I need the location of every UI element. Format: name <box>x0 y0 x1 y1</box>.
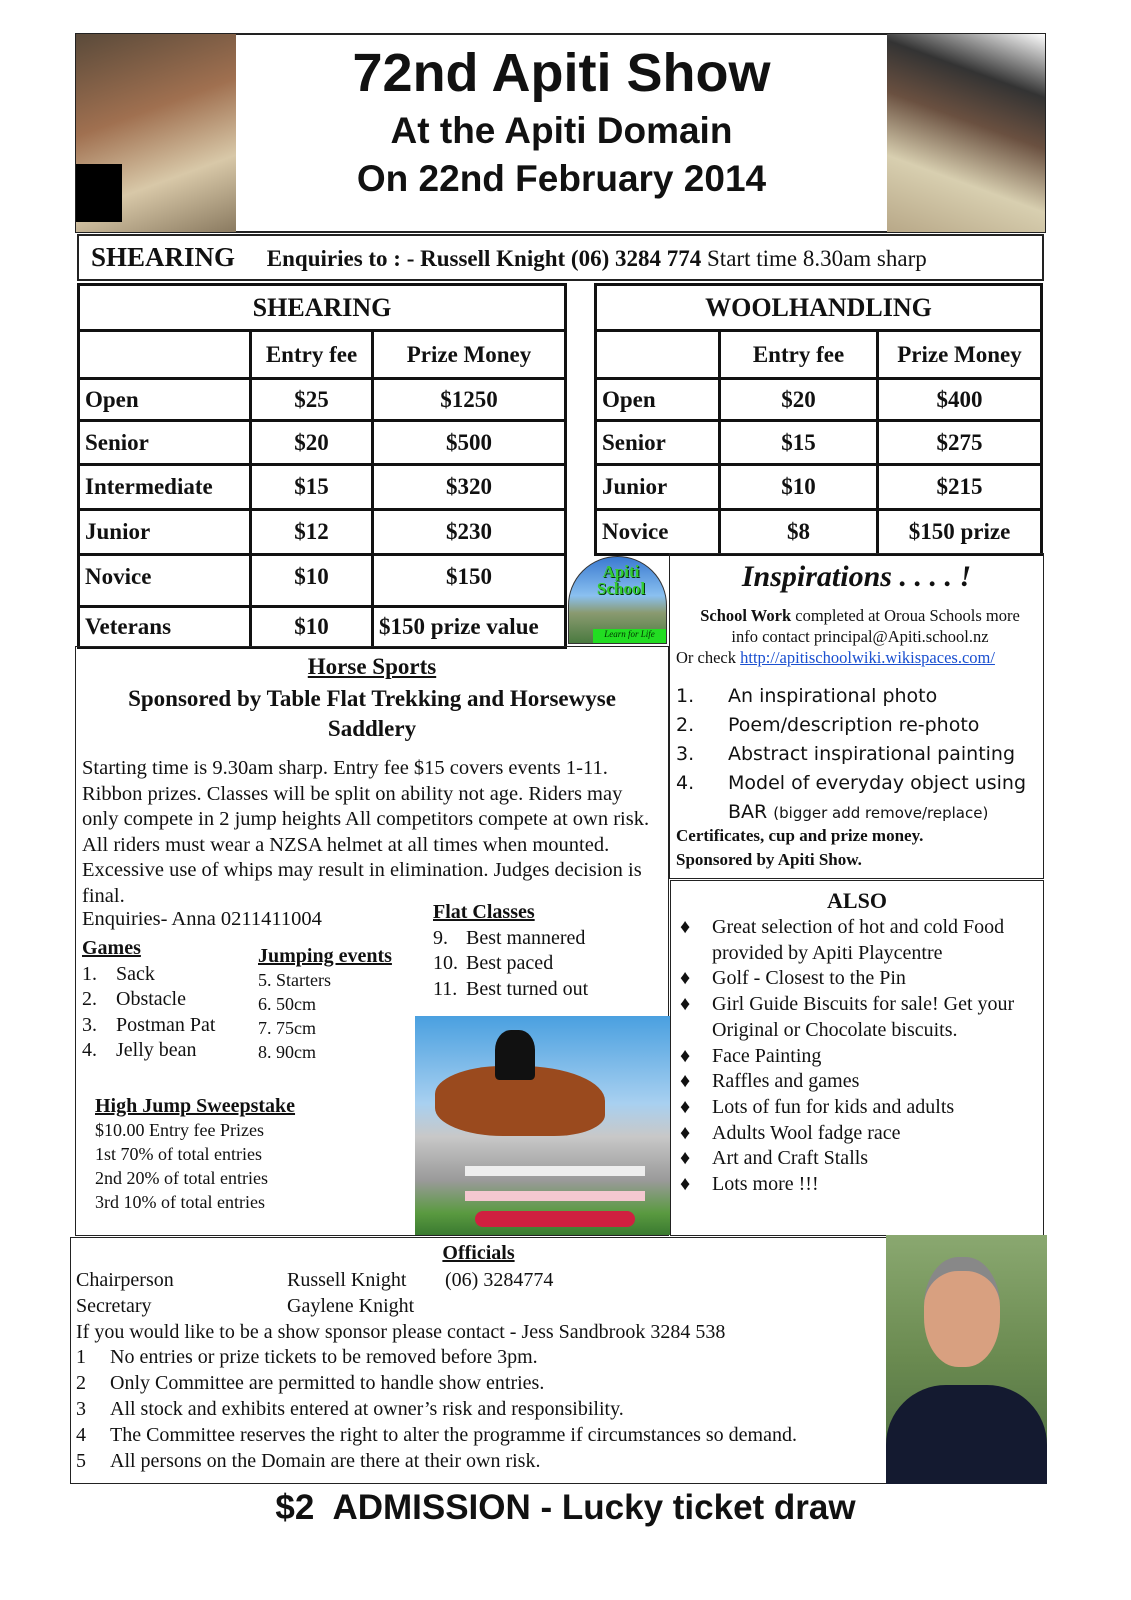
page-title: 72nd Apiti Show <box>352 43 771 103</box>
list-item <box>680 1095 1040 1121</box>
also-title: ALSO <box>827 888 887 913</box>
table-row <box>79 607 566 648</box>
flat-classes-list <box>433 900 588 1002</box>
admission-banner: $2 ADMISSION - Lucky ticket draw <box>275 1488 856 1527</box>
woolhandling-table <box>594 283 1043 556</box>
check-line <box>676 648 995 668</box>
cell: $150 prize value <box>373 607 566 648</box>
cell: Junior <box>79 510 251 555</box>
rule-num: 1 <box>76 1346 86 1369</box>
cell: Intermediate <box>79 465 251 510</box>
list-item <box>433 977 588 1003</box>
list-item: 6. 50cm <box>258 994 316 1014</box>
item-num: 1. <box>676 685 695 707</box>
col-entry-fee: Entry fee <box>251 331 373 379</box>
jumping-list <box>258 944 392 1064</box>
certificates-line: Certificates, cup and prize money. <box>676 826 924 845</box>
sponsored-line: Sponsored by Apiti Show. <box>676 850 862 869</box>
bullet-icon: ♦ <box>680 1095 691 1118</box>
cell: $25 <box>251 379 373 421</box>
item-text: Best paced <box>466 952 554 974</box>
rule-num: 3 <box>76 1397 86 1420</box>
shearing-label: SHEARING <box>91 242 236 272</box>
list-item <box>433 951 588 977</box>
item-num: 9. <box>433 926 448 949</box>
school-work-rest: completed at Oroua Schools more <box>791 606 1020 625</box>
shearing-table-title: SHEARING <box>79 285 566 331</box>
list-item: 5. Starters <box>258 970 331 990</box>
officials-title: Officials <box>442 1242 515 1264</box>
name: Gaylene Knight <box>287 1294 415 1317</box>
item-text: Lots more !!! <box>712 1173 819 1196</box>
cell: $15 <box>251 465 373 510</box>
cell: $275 <box>878 421 1042 465</box>
show-jumping-photo <box>415 1016 670 1235</box>
table-row <box>79 465 566 510</box>
bullet-icon: ♦ <box>680 1173 691 1196</box>
apiti-school-logo <box>568 556 667 644</box>
list-item <box>680 992 1040 1043</box>
cell: $10 <box>251 555 373 607</box>
cell: $320 <box>373 465 566 510</box>
woolhandler-photo-right <box>887 34 1045 232</box>
bullet-icon: ♦ <box>680 1147 691 1170</box>
horse-sports-title: Horse Sports <box>307 654 437 679</box>
bullet-icon: ♦ <box>680 967 691 990</box>
cell: $1250 <box>373 379 566 421</box>
rule-text: No entries or prize tickets to be removed before 3pm. <box>110 1346 538 1369</box>
table-row <box>596 510 1042 555</box>
item-text-small: (bigger add remove/replace) <box>773 804 989 822</box>
sweepstake-block <box>95 1094 295 1214</box>
cell: Open <box>596 379 720 421</box>
cell: Senior <box>596 421 720 465</box>
cell: $230 <box>373 510 566 555</box>
list-item: 7. 75cm <box>258 1018 316 1038</box>
contact-email: info contact principal@Apiti.school.nz <box>731 627 989 646</box>
cell: $10 <box>720 465 878 510</box>
bullet-icon: ♦ <box>680 916 691 938</box>
school-work-bold: School Work <box>700 606 792 625</box>
item-text: Lots of fun for kids and adults <box>712 1095 955 1118</box>
list-item <box>680 1172 1040 1198</box>
list-item <box>680 1044 1040 1070</box>
list-item: 8. 90cm <box>258 1042 316 1062</box>
venue-subtitle: At the Apiti Domain <box>390 110 733 151</box>
item-text: Sack <box>116 962 155 985</box>
games-title: Games <box>82 937 141 959</box>
phone: (06) 3284774 <box>445 1269 554 1291</box>
rule-text: All persons on the Domain are there at their own risk. <box>110 1449 541 1472</box>
show-date: On 22nd February 2014 <box>356 158 767 199</box>
list-item <box>680 1146 1040 1172</box>
item-text: Best mannered <box>466 926 586 949</box>
list-item <box>676 740 1026 769</box>
table-row <box>79 379 566 421</box>
col-entry-fee: Entry fee <box>720 331 878 379</box>
item-text: Golf - Closest to the Pin <box>712 967 906 990</box>
cell: $15 <box>720 421 878 465</box>
item-num: 1. <box>82 962 97 985</box>
shearing-start-time: Start time 8.30am sharp <box>707 246 927 271</box>
item-text: Model of everyday object using <box>728 772 1027 794</box>
check-label: Or check <box>676 648 741 667</box>
sweepstake-title: High Jump Sweepstake <box>95 1095 296 1117</box>
item-text: Abstract inspirational painting <box>728 743 1016 765</box>
list-item: 1st 70% of total entries <box>95 1144 262 1164</box>
rule-text: Only Committee are permitted to handle show entries. <box>110 1372 545 1395</box>
item-text: Face Painting <box>712 1044 822 1067</box>
bullet-icon: ♦ <box>680 1044 691 1067</box>
item-text: Adults Wool fadge race <box>712 1121 901 1144</box>
chairperson-portrait <box>886 1235 1047 1484</box>
list-item <box>82 962 215 988</box>
logo-tagline: Learn for Life <box>593 629 666 643</box>
list-item: 2nd 20% of total entries <box>95 1168 268 1188</box>
list-item <box>676 711 1026 740</box>
horse-enquiries: Enquiries- Anna 0211411004 <box>82 908 322 930</box>
item-text: Art and Craft Stalls <box>712 1147 869 1170</box>
cell: $400 <box>878 379 1042 421</box>
sponsor-contact: If you would like to be a show sponsor please contact - Jess Sandbrook 3284 538 <box>76 1320 726 1343</box>
item-text: Obstacle <box>116 988 186 1010</box>
table-row <box>596 465 1042 510</box>
list-item <box>680 1069 1040 1095</box>
item-num: 4. <box>82 1039 97 1061</box>
role: Secretary <box>76 1294 152 1317</box>
item-text: Poem/description re-photo <box>728 714 980 736</box>
rule-text: All stock and exhibits entered at owner’s risk and responsibility. <box>110 1397 624 1420</box>
shearing-enquiries: Enquiries to : - Russell Knight (06) 3284 774 <box>266 246 702 271</box>
shearing-info-bar <box>77 234 1044 281</box>
cell: Novice <box>79 555 251 607</box>
cell: $215 <box>878 465 1042 510</box>
rule-item <box>76 1371 884 1397</box>
col-prize-money: Prize Money <box>373 331 566 379</box>
item-text: Great selection of hot and cold Food provided by Apiti Playcentre <box>712 916 1005 964</box>
rule-item <box>76 1449 884 1475</box>
bullet-icon: ♦ <box>680 1070 691 1093</box>
list-item <box>82 1038 215 1064</box>
table-row <box>79 421 566 465</box>
rule-item <box>76 1423 884 1449</box>
school-work-text <box>676 605 1044 647</box>
inspirations-title: Inspirations . . . . ! <box>741 560 972 593</box>
list-item <box>680 915 1040 966</box>
name: Russell Knight <box>287 1269 407 1291</box>
cell: $12 <box>251 510 373 555</box>
bullet-icon: ♦ <box>680 1121 691 1144</box>
table-row <box>596 379 1042 421</box>
shearer-photo-left <box>76 34 236 232</box>
rule-num: 2 <box>76 1372 86 1395</box>
woolhandling-table-title: WOOLHANDLING <box>596 285 1042 331</box>
item-text: Best turned out <box>466 977 589 1000</box>
rule-text: The Committee reserves the right to alter the programme if circumstances so demand. <box>110 1423 797 1446</box>
cell: Veterans <box>79 607 251 648</box>
item-num: 2. <box>676 714 695 736</box>
cell: Junior <box>596 465 720 510</box>
item-num: 3. <box>676 743 695 765</box>
item-text: Jelly bean <box>116 1039 197 1061</box>
rule-num: 4 <box>76 1423 86 1446</box>
rule-num: 5 <box>76 1449 86 1472</box>
cell: $150 <box>373 555 566 607</box>
cell: Novice <box>596 510 720 555</box>
games-list <box>82 936 215 1064</box>
officials-content <box>76 1268 884 1474</box>
item-num: 2. <box>82 988 97 1010</box>
table-row <box>79 555 566 607</box>
item-num: 11. <box>433 977 458 1000</box>
shearing-table <box>77 283 567 649</box>
table-row <box>79 510 566 555</box>
horse-sponsor: Sponsored by Table Flat Trekking and Horsewyse Saddlery <box>128 686 616 741</box>
jumping-title: Jumping events <box>258 945 392 967</box>
horse-body: Starting time is 9.30am sharp. Entry fee $15 covers events 1-11. Ribbon prizes. Classes will be split on ability not age. Riders may only compete in 2 jump heights All competitors compete at own risk. All riders must wear a NZSA helmet at all times when mounted. Excessive use of whips may result in elimination. Judges decision is final. <box>82 757 650 907</box>
list-item <box>680 1121 1040 1147</box>
item-num: 4. <box>676 772 695 794</box>
cell: Open <box>79 379 251 421</box>
col-prize-money: Prize Money <box>878 331 1042 379</box>
cell: $150 prize <box>878 510 1042 555</box>
cell: $500 <box>373 421 566 465</box>
list-item <box>82 987 215 1013</box>
rule-item <box>76 1345 884 1371</box>
cell: $10 <box>251 607 373 648</box>
bullet-icon: ♦ <box>680 993 691 1016</box>
item-text: Raffles and games <box>712 1070 860 1093</box>
item-text: An inspirational photo <box>728 685 938 707</box>
flat-classes-title: Flat Classes <box>433 901 535 923</box>
item-text: Postman Pat <box>116 1013 216 1036</box>
certificates-text <box>676 824 923 872</box>
item-text: BAR <box>728 801 768 823</box>
list-item <box>676 682 1026 711</box>
cell: $20 <box>720 379 878 421</box>
list-item: 3rd 10% of total entries <box>95 1192 265 1212</box>
cell: $20 <box>251 421 373 465</box>
list-item <box>82 1013 215 1039</box>
table-row <box>596 421 1042 465</box>
secretary-row <box>76 1294 884 1320</box>
also-list <box>680 915 1040 1198</box>
role: Chairperson <box>76 1269 174 1291</box>
rule-item <box>76 1397 884 1423</box>
logo-name: Apiti School <box>596 562 646 598</box>
inspirations-list <box>676 682 1026 828</box>
item-text: Girl Guide Biscuits for sale! Get your Original or Chocolate biscuits. <box>712 993 1015 1041</box>
cell: $8 <box>720 510 878 555</box>
item-num: 3. <box>82 1013 97 1036</box>
list-item <box>680 966 1040 992</box>
cell: Senior <box>79 421 251 465</box>
list-item <box>433 926 588 952</box>
list-item <box>676 769 1026 798</box>
item-num: 10. <box>433 952 458 974</box>
chairperson-row <box>76 1268 884 1294</box>
wiki-link[interactable]: http://apitischoolwiki.wikispaces.com/ <box>740 648 995 667</box>
list-item: $10.00 Entry fee Prizes <box>95 1120 264 1140</box>
